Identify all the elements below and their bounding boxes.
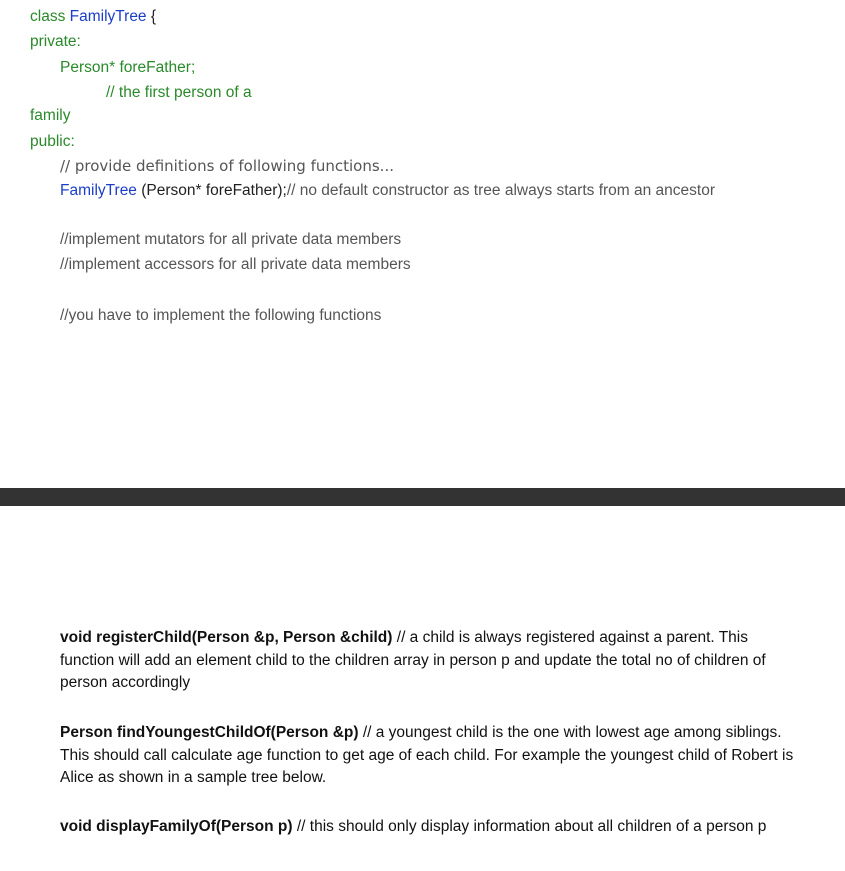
function-signature: void displayFamilyOf(Person p) — [60, 818, 293, 835]
class-name: FamilyTree — [69, 8, 147, 25]
comment-provide-definitions: // provide definitions of following functions... — [60, 157, 394, 175]
function-description: // a youngest child is the one with lowest age among siblings. This should call calculate age function to get age of each child. For example the youngest child of Robert is Alice as shown in a sample tree below. — [60, 724, 794, 786]
comment-accessors: //implement accessors for all private data members — [60, 256, 411, 273]
public-label: public: — [30, 133, 75, 150]
member-comment: // the first person of a — [106, 84, 252, 101]
function-signature: void registerChild(Person &p, Person &child) — [60, 629, 393, 646]
class-keyword: class — [30, 8, 70, 25]
constructor-params: (Person* foreFather); — [136, 182, 287, 199]
class-declaration-line — [30, 7, 156, 27]
comment-implement-functions: //you have to implement the following functions — [60, 307, 382, 324]
function-description: // this should only display information about all children of a person p — [292, 818, 767, 835]
constructor-line — [60, 181, 715, 201]
function-find-youngest-child — [60, 722, 805, 790]
comment-mutators: //implement mutators for all private data members — [60, 231, 402, 248]
constructor-name: FamilyTree — [60, 182, 137, 199]
function-register-child — [60, 627, 805, 695]
open-brace: { — [146, 8, 157, 25]
page-divider — [0, 488, 845, 506]
private-label: private: — [30, 33, 81, 50]
function-description: // a child is always registered against a parent. This function will add an element child to the children array in person p and update the total no of children of person accordingly — [60, 629, 766, 691]
member-declaration: Person* foreFather; — [60, 59, 196, 76]
function-display-family — [60, 816, 805, 839]
constructor-comment: // no default constructor as tree always starts from an ancestor — [286, 182, 716, 199]
member-comment-wrap: family — [30, 107, 71, 124]
function-signature: Person findYoungestChildOf(Person &p) — [60, 724, 359, 741]
